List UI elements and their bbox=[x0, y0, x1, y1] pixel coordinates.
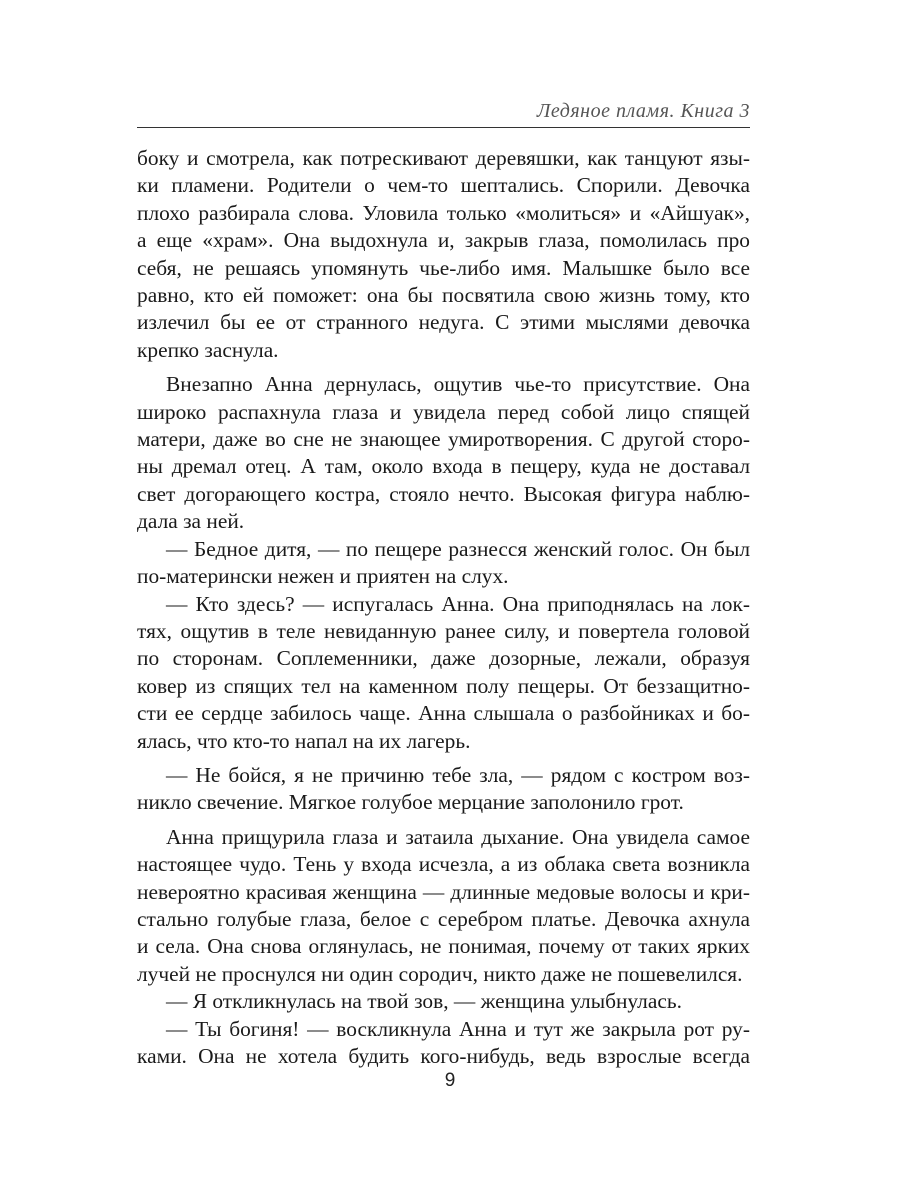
text-line: невероятно красивая женщина — длинные медовые волосы и кри- bbox=[137, 879, 750, 904]
text-line: Анна прищурила глаза и затаила дыхание. Она увидела самое bbox=[166, 824, 750, 849]
text-line: — Бедное дитя, — по пещере разнесся женский голос. Он был bbox=[166, 536, 750, 561]
text-line: никло свечение. Мягкое голубое мерцание заполонило грот. bbox=[137, 790, 684, 815]
text-line: Внезапно Анна дернулась, ощутив чье-то присутствие. Она bbox=[166, 372, 750, 397]
text-line: ковер из спящих тел на каменном полу пещеры. От беззащитно- bbox=[137, 673, 750, 698]
text-line: — Кто здесь? — испугалась Анна. Она приподнялась на лок- bbox=[166, 591, 750, 616]
text-line: ны дремал отец. А там, около входа в пещеру, куда не доставал bbox=[137, 454, 750, 479]
text-line: ками. Она не хотела будить кого-нибудь, ведь взрослые всегда bbox=[137, 1044, 750, 1068]
text-line: настоящее чудо. Тень у входа исчезла, а из облака света возникла bbox=[137, 852, 750, 877]
text-line: и села. Она снова оглянулась, не понимая, почему от таких ярких bbox=[137, 934, 750, 959]
text-line: — Не бойся, я не причиню тебе зла, — рядом с костром воз- bbox=[166, 762, 750, 787]
text-line: — Я откликнулась на твой зов, — женщина улыбнулась. bbox=[166, 989, 682, 1014]
text-line: свет догорающего костра, стояло нечто. Высокая фигура наблю- bbox=[137, 481, 750, 506]
running-title: Ледяное пламя. Книга 3 bbox=[536, 100, 750, 122]
text-line: лучей не проснулся ни один сородич, никто даже не пошевелился. bbox=[137, 961, 743, 986]
text-line: матери, даже во сне не знающее умиротворения. С другой сторо- bbox=[137, 427, 750, 452]
text-line: ки пламени. Родители о чем-то шептались. Спорили. Девочка bbox=[137, 173, 750, 198]
body-text bbox=[137, 145, 750, 1070]
header-rule bbox=[137, 127, 750, 128]
text-line: по-матерински нежен и приятен на слух. bbox=[137, 564, 509, 589]
text-line: ялась, что кто-то напал на их лагерь. bbox=[137, 728, 471, 753]
text-line: себя, не решаясь упомянуть чье-либо имя. Малышке было все bbox=[137, 255, 750, 280]
text-line: равно, кто ей поможет: она бы посвятила свою жизнь тому, кто bbox=[137, 283, 750, 308]
text-line: сти ее сердце забилось чаще. Анна слышала о разбойниках и бо- bbox=[137, 701, 750, 726]
text-line: дала за ней. bbox=[137, 509, 245, 534]
text-line: а еще «храм». Она выдохнула и, закрыв глаза, помолилась про bbox=[137, 228, 750, 253]
text-line: крепко заснула. bbox=[137, 337, 279, 362]
text-line: излечил бы ее от странного недуга. С этими мыслями девочка bbox=[137, 310, 750, 335]
text-line: тях, ощутив в теле невиданную ранее силу, и повертела головой bbox=[137, 618, 750, 643]
text-line: широко распахнула глаза и увидела перед собой лицо спящей bbox=[137, 399, 750, 424]
page-number: 9 bbox=[444, 1070, 456, 1091]
text-line: по сторонам. Соплеменники, даже дозорные, лежали, образуя bbox=[137, 646, 750, 671]
text-line: боку и смотрела, как потрескивают деревяшки, как танцуют язы- bbox=[137, 146, 750, 170]
text-line: — Ты богиня! — воскликнула Анна и тут же закрыла рот ру- bbox=[166, 1016, 750, 1041]
text-line: плохо разбирала слова. Уловила только «молиться» и «Айшуак», bbox=[137, 200, 750, 225]
text-line: стально голубые глаза, белое с серебром платье. Девочка ахнула bbox=[137, 906, 750, 931]
